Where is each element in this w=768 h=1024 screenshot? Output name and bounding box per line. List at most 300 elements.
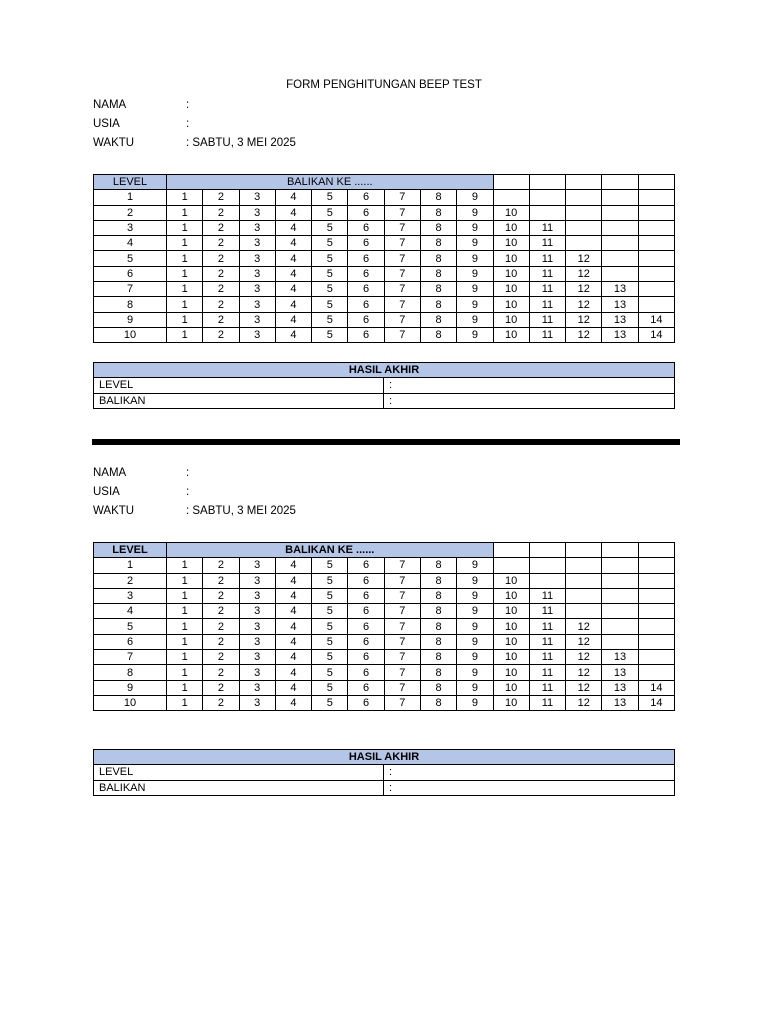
balikan-cell[interactable]: 6 <box>348 251 384 266</box>
balikan-cell[interactable]: 10 <box>493 251 529 266</box>
balikan-cell[interactable]: 3 <box>239 634 275 649</box>
empty-header-cell <box>566 175 602 190</box>
balikan-cell[interactable]: 5 <box>312 312 348 327</box>
balikan-cell[interactable]: 1 <box>167 680 203 695</box>
balikan-cell[interactable]: 8 <box>420 588 456 603</box>
result-header-row <box>94 750 675 765</box>
balikan-cell[interactable] <box>566 573 602 588</box>
balikan-cell[interactable]: 7 <box>384 558 420 573</box>
balikan-cell[interactable]: 3 <box>239 266 275 281</box>
balikan-cell[interactable]: 5 <box>312 650 348 665</box>
beep-test-table-1 <box>93 174 675 343</box>
balikan-cell[interactable]: 7 <box>384 312 420 327</box>
balikan-cell[interactable]: 8 <box>420 619 456 634</box>
balikan-cell[interactable]: 10 <box>493 665 529 680</box>
balikan-cell[interactable]: 11 <box>529 680 565 695</box>
balikan-cell[interactable]: 11 <box>529 312 565 327</box>
balikan-cell[interactable]: 5 <box>312 665 348 680</box>
balikan-cell[interactable] <box>493 190 529 205</box>
balikan-cell[interactable]: 12 <box>566 297 602 312</box>
balikan-cell[interactable]: 10 <box>493 695 529 710</box>
balikan-cell[interactable]: 1 <box>167 297 203 312</box>
balikan-cell[interactable]: 8 <box>420 695 456 710</box>
balikan-cell[interactable]: 6 <box>348 297 384 312</box>
balikan-cell[interactable]: 10 <box>493 604 529 619</box>
balikan-cell[interactable]: 10 <box>493 220 529 235</box>
balikan-cell[interactable] <box>566 220 602 235</box>
balikan-cell[interactable] <box>602 604 638 619</box>
balikan-cell[interactable]: 3 <box>239 680 275 695</box>
balikan-cell[interactable]: 7 <box>384 634 420 649</box>
balikan-cell[interactable] <box>566 236 602 251</box>
balikan-cell[interactable] <box>638 266 674 281</box>
balikan-cell[interactable]: 9 <box>457 619 493 634</box>
balikan-cell[interactable]: 1 <box>167 205 203 220</box>
balikan-cell[interactable]: 6 <box>348 573 384 588</box>
balikan-cell[interactable]: 3 <box>239 190 275 205</box>
balikan-cell[interactable]: 8 <box>420 558 456 573</box>
balikan-cell[interactable]: 9 <box>457 680 493 695</box>
balikan-cell[interactable]: 8 <box>420 282 456 297</box>
balikan-cell[interactable]: 7 <box>384 220 420 235</box>
balikan-cell[interactable]: 7 <box>384 619 420 634</box>
balikan-cell[interactable]: 3 <box>239 650 275 665</box>
balikan-cell[interactable]: 2 <box>203 558 239 573</box>
balikan-cell[interactable]: 11 <box>529 297 565 312</box>
balikan-cell[interactable]: 7 <box>384 190 420 205</box>
balikan-cell[interactable]: 8 <box>420 312 456 327</box>
balikan-cell[interactable]: 8 <box>420 220 456 235</box>
balikan-cell[interactable]: 7 <box>384 251 420 266</box>
balikan-cell[interactable] <box>529 190 565 205</box>
balikan-cell[interactable]: 5 <box>312 282 348 297</box>
balikan-cell[interactable]: 9 <box>457 251 493 266</box>
balikan-cell[interactable] <box>638 190 674 205</box>
balikan-cell[interactable]: 4 <box>275 205 311 220</box>
balikan-cell[interactable]: 2 <box>203 251 239 266</box>
balikan-cell[interactable]: 4 <box>275 327 311 342</box>
balikan-cell[interactable]: 2 <box>203 266 239 281</box>
balikan-cell[interactable]: 10 <box>493 205 529 220</box>
balikan-cell[interactable]: 1 <box>167 695 203 710</box>
balikan-cell[interactable] <box>602 588 638 603</box>
balikan-cell[interactable] <box>602 251 638 266</box>
balikan-cell[interactable]: 1 <box>167 634 203 649</box>
balikan-cell[interactable]: 5 <box>312 266 348 281</box>
balikan-cell[interactable]: 1 <box>167 650 203 665</box>
balikan-cell[interactable]: 4 <box>275 220 311 235</box>
balikan-cell[interactable]: 14 <box>638 312 674 327</box>
balikan-cell[interactable] <box>566 558 602 573</box>
balikan-cell[interactable]: 9 <box>457 220 493 235</box>
balikan-cell[interactable] <box>638 665 674 680</box>
balikan-cell[interactable]: 4 <box>275 588 311 603</box>
empty-header-cell <box>602 543 638 558</box>
balikan-cell[interactable]: 6 <box>348 282 384 297</box>
balikan-cell[interactable]: 1 <box>167 251 203 266</box>
balikan-cell[interactable]: 10 <box>493 266 529 281</box>
balikan-cell[interactable] <box>602 236 638 251</box>
balikan-cell[interactable] <box>602 558 638 573</box>
balikan-cell[interactable] <box>638 282 674 297</box>
balikan-cell[interactable]: 7 <box>384 236 420 251</box>
balikan-cell[interactable] <box>638 619 674 634</box>
balikan-cell[interactable]: 1 <box>167 665 203 680</box>
balikan-cell[interactable]: 11 <box>529 650 565 665</box>
balikan-cell[interactable]: 3 <box>239 558 275 573</box>
balikan-cell[interactable] <box>529 558 565 573</box>
balikan-cell[interactable]: 5 <box>312 588 348 603</box>
balikan-cell[interactable]: 5 <box>312 190 348 205</box>
balikan-cell[interactable] <box>638 634 674 649</box>
balikan-cell[interactable] <box>566 604 602 619</box>
balikan-cell[interactable]: 3 <box>239 251 275 266</box>
balikan-cell[interactable]: 10 <box>493 680 529 695</box>
balikan-cell[interactable]: 7 <box>384 282 420 297</box>
balikan-cell[interactable] <box>529 205 565 220</box>
balikan-cell[interactable]: 2 <box>203 327 239 342</box>
balikan-cell[interactable]: 4 <box>275 619 311 634</box>
balikan-cell[interactable]: 7 <box>384 650 420 665</box>
balikan-cell[interactable]: 13 <box>602 327 638 342</box>
balikan-cell[interactable]: 9 <box>457 190 493 205</box>
balikan-cell[interactable]: 3 <box>239 327 275 342</box>
balikan-cell[interactable]: 2 <box>203 619 239 634</box>
balikan-cell[interactable]: 9 <box>457 558 493 573</box>
balikan-cell[interactable]: 9 <box>457 236 493 251</box>
balikan-cell[interactable]: 13 <box>602 695 638 710</box>
balikan-cell[interactable]: 3 <box>239 297 275 312</box>
balikan-cell[interactable]: 5 <box>312 680 348 695</box>
balikan-cell[interactable]: 12 <box>566 665 602 680</box>
balikan-cell[interactable]: 10 <box>493 312 529 327</box>
balikan-cell[interactable] <box>638 251 674 266</box>
balikan-cell[interactable]: 1 <box>167 236 203 251</box>
balikan-cell[interactable]: 7 <box>384 205 420 220</box>
balikan-cell[interactable]: 4 <box>275 695 311 710</box>
balikan-cell[interactable]: 2 <box>203 205 239 220</box>
balikan-cell[interactable]: 3 <box>239 312 275 327</box>
balikan-cell[interactable] <box>638 297 674 312</box>
balikan-cell[interactable]: 10 <box>493 650 529 665</box>
balikan-cell[interactable]: 12 <box>566 634 602 649</box>
balikan-cell[interactable] <box>638 236 674 251</box>
balikan-cell[interactable]: 7 <box>384 588 420 603</box>
balikan-cell[interactable]: 4 <box>275 297 311 312</box>
balikan-cell[interactable]: 7 <box>384 604 420 619</box>
balikan-cell[interactable]: 4 <box>275 604 311 619</box>
balikan-cell[interactable]: 6 <box>348 190 384 205</box>
balikan-cell[interactable]: 6 <box>348 695 384 710</box>
balikan-cell[interactable]: 4 <box>275 190 311 205</box>
balikan-cell[interactable]: 5 <box>312 327 348 342</box>
balikan-cell[interactable]: 2 <box>203 604 239 619</box>
level-cell: 6 <box>94 634 167 649</box>
balikan-cell[interactable]: 7 <box>384 665 420 680</box>
balikan-cell[interactable]: 2 <box>203 680 239 695</box>
balikan-cell[interactable]: 10 <box>493 236 529 251</box>
balikan-cell[interactable]: 9 <box>457 327 493 342</box>
balikan-cell[interactable]: 3 <box>239 588 275 603</box>
balikan-cell[interactable]: 2 <box>203 220 239 235</box>
balikan-cell[interactable]: 1 <box>167 327 203 342</box>
balikan-cell[interactable]: 1 <box>167 220 203 235</box>
balikan-cell[interactable] <box>566 190 602 205</box>
balikan-cell[interactable]: 5 <box>312 558 348 573</box>
balikan-cell[interactable]: 10 <box>493 573 529 588</box>
balikan-cell[interactable] <box>493 558 529 573</box>
balikan-cell[interactable]: 2 <box>203 190 239 205</box>
balikan-cell[interactable]: 3 <box>239 665 275 680</box>
table-row <box>94 205 675 220</box>
balikan-cell[interactable]: 5 <box>312 619 348 634</box>
balikan-cell[interactable]: 4 <box>275 665 311 680</box>
result-value[interactable]: : <box>384 378 675 393</box>
balikan-cell[interactable]: 10 <box>493 588 529 603</box>
balikan-cell[interactable]: 1 <box>167 312 203 327</box>
balikan-cell[interactable]: 10 <box>493 619 529 634</box>
balikan-cell[interactable]: 13 <box>602 665 638 680</box>
balikan-cell[interactable]: 13 <box>602 680 638 695</box>
balikan-cell[interactable]: 5 <box>312 634 348 649</box>
balikan-cell[interactable]: 12 <box>566 327 602 342</box>
balikan-cell[interactable]: 11 <box>529 604 565 619</box>
balikan-cell[interactable] <box>602 573 638 588</box>
level-cell: 7 <box>94 282 167 297</box>
balikan-cell[interactable]: 6 <box>348 665 384 680</box>
balikan-cell[interactable]: 6 <box>348 312 384 327</box>
balikan-cell[interactable]: 6 <box>348 205 384 220</box>
balikan-cell[interactable] <box>602 619 638 634</box>
balikan-cell[interactable]: 6 <box>348 650 384 665</box>
balikan-cell[interactable]: 11 <box>529 634 565 649</box>
balikan-cell[interactable]: 8 <box>420 251 456 266</box>
balikan-cell[interactable]: 8 <box>420 297 456 312</box>
balikan-cell[interactable]: 1 <box>167 588 203 603</box>
balikan-cell[interactable] <box>602 634 638 649</box>
balikan-cell[interactable]: 7 <box>384 695 420 710</box>
balikan-cell[interactable]: 8 <box>420 236 456 251</box>
balikan-cell[interactable] <box>638 558 674 573</box>
balikan-cell[interactable]: 9 <box>457 650 493 665</box>
balikan-cell[interactable]: 3 <box>239 573 275 588</box>
balikan-cell[interactable]: 1 <box>167 573 203 588</box>
balikan-cell[interactable]: 6 <box>348 558 384 573</box>
balikan-cell[interactable]: 12 <box>566 650 602 665</box>
balikan-cell[interactable]: 8 <box>420 650 456 665</box>
balikan-cell[interactable]: 12 <box>566 695 602 710</box>
balikan-cell[interactable]: 14 <box>638 327 674 342</box>
balikan-cell[interactable]: 3 <box>239 619 275 634</box>
balikan-cell[interactable]: 1 <box>167 619 203 634</box>
balikan-cell[interactable]: 13 <box>602 650 638 665</box>
balikan-cell[interactable]: 4 <box>275 251 311 266</box>
balikan-cell[interactable]: 6 <box>348 220 384 235</box>
balikan-cell[interactable]: 4 <box>275 282 311 297</box>
level-cell: 10 <box>94 695 167 710</box>
balikan-cell[interactable]: 13 <box>602 297 638 312</box>
balikan-cell[interactable]: 5 <box>312 205 348 220</box>
balikan-cell[interactable]: 8 <box>420 680 456 695</box>
balikan-cell[interactable]: 6 <box>348 680 384 695</box>
table-row <box>94 251 675 266</box>
empty-header-cell <box>493 543 529 558</box>
balikan-cell[interactable]: 1 <box>167 190 203 205</box>
balikan-cell[interactable]: 8 <box>420 266 456 281</box>
balikan-cell[interactable]: 3 <box>239 695 275 710</box>
balikan-cell[interactable]: 9 <box>457 312 493 327</box>
balikan-cell[interactable]: 5 <box>312 695 348 710</box>
balikan-cell[interactable]: 9 <box>457 205 493 220</box>
balikan-cell[interactable]: 12 <box>566 282 602 297</box>
balikan-cell[interactable]: 5 <box>312 220 348 235</box>
balikan-cell[interactable]: 8 <box>420 190 456 205</box>
balikan-cell[interactable]: 11 <box>529 236 565 251</box>
nama-value: : <box>186 467 190 479</box>
balikan-cell[interactable]: 14 <box>638 695 674 710</box>
balikan-cell[interactable]: 6 <box>348 236 384 251</box>
balikan-cell[interactable]: 7 <box>384 266 420 281</box>
balikan-cell[interactable]: 9 <box>457 282 493 297</box>
balikan-cell[interactable]: 3 <box>239 604 275 619</box>
balikan-cell[interactable]: 3 <box>239 220 275 235</box>
balikan-cell[interactable]: 9 <box>457 665 493 680</box>
balikan-cell[interactable]: 8 <box>420 205 456 220</box>
balikan-cell[interactable]: 4 <box>275 236 311 251</box>
balikan-cell[interactable]: 2 <box>203 634 239 649</box>
balikan-cell[interactable] <box>638 604 674 619</box>
balikan-cell[interactable]: 2 <box>203 312 239 327</box>
balikan-cell[interactable]: 11 <box>529 695 565 710</box>
balikan-cell[interactable]: 12 <box>566 266 602 281</box>
balikan-cell[interactable]: 1 <box>167 604 203 619</box>
balikan-cell[interactable]: 2 <box>203 665 239 680</box>
balikan-cell[interactable] <box>566 205 602 220</box>
balikan-cell[interactable] <box>602 205 638 220</box>
balikan-cell[interactable]: 11 <box>529 665 565 680</box>
balikan-cell[interactable]: 8 <box>420 327 456 342</box>
balikan-cell[interactable]: 4 <box>275 558 311 573</box>
balikan-cell[interactable] <box>566 588 602 603</box>
balikan-cell[interactable]: 11 <box>529 619 565 634</box>
balikan-cell[interactable]: 4 <box>275 650 311 665</box>
balikan-cell[interactable]: 6 <box>348 604 384 619</box>
balikan-cell[interactable]: 1 <box>167 282 203 297</box>
balikan-cell[interactable]: 4 <box>275 634 311 649</box>
balikan-cell[interactable]: 3 <box>239 236 275 251</box>
balikan-cell[interactable]: 4 <box>275 312 311 327</box>
beep-test-table-2 <box>93 542 675 711</box>
balikan-cell[interactable]: 11 <box>529 282 565 297</box>
balikan-cell[interactable]: 1 <box>167 266 203 281</box>
balikan-cell[interactable]: 6 <box>348 327 384 342</box>
balikan-cell[interactable]: 12 <box>566 680 602 695</box>
balikan-cell[interactable]: 11 <box>529 251 565 266</box>
balikan-cell[interactable]: 2 <box>203 695 239 710</box>
balikan-cell[interactable]: 5 <box>312 573 348 588</box>
balikan-cell[interactable]: 5 <box>312 236 348 251</box>
result-row <box>94 393 675 408</box>
balikan-cell[interactable]: 5 <box>312 604 348 619</box>
balikan-cell[interactable]: 10 <box>493 282 529 297</box>
balikan-cell[interactable]: 2 <box>203 297 239 312</box>
balikan-cell[interactable]: 2 <box>203 573 239 588</box>
balikan-cell[interactable] <box>638 650 674 665</box>
balikan-cell[interactable]: 6 <box>348 634 384 649</box>
balikan-cell[interactable]: 1 <box>167 558 203 573</box>
balikan-cell[interactable]: 7 <box>384 573 420 588</box>
result-value[interactable]: : <box>384 765 675 780</box>
balikan-cell[interactable]: 2 <box>203 236 239 251</box>
balikan-cell[interactable]: 8 <box>420 604 456 619</box>
balikan-cell[interactable] <box>638 220 674 235</box>
balikan-cell[interactable]: 13 <box>602 312 638 327</box>
balikan-cell[interactable]: 6 <box>348 588 384 603</box>
balikan-cell[interactable]: 11 <box>529 588 565 603</box>
level-column-header: LEVEL <box>94 175 167 190</box>
table-row <box>94 266 675 281</box>
balikan-cell[interactable]: 12 <box>566 251 602 266</box>
balikan-cell[interactable]: 6 <box>348 619 384 634</box>
balikan-cell[interactable]: 9 <box>457 634 493 649</box>
balikan-cell[interactable]: 14 <box>638 680 674 695</box>
balikan-cell[interactable]: 4 <box>275 573 311 588</box>
balikan-cell[interactable]: 11 <box>529 327 565 342</box>
result-value[interactable]: : <box>384 393 675 408</box>
balikan-cell[interactable]: 5 <box>312 297 348 312</box>
balikan-cell[interactable]: 9 <box>457 266 493 281</box>
balikan-cell[interactable]: 9 <box>457 695 493 710</box>
balikan-cell[interactable]: 9 <box>457 297 493 312</box>
balikan-cell[interactable] <box>602 266 638 281</box>
balikan-cell[interactable] <box>638 573 674 588</box>
balikan-cell[interactable]: 9 <box>457 573 493 588</box>
balikan-cell[interactable]: 9 <box>457 604 493 619</box>
balikan-cell[interactable]: 3 <box>239 205 275 220</box>
balikan-cell[interactable]: 7 <box>384 297 420 312</box>
balikan-cell[interactable]: 12 <box>566 619 602 634</box>
balikan-cell[interactable]: 10 <box>493 297 529 312</box>
balikan-cell[interactable]: 8 <box>420 634 456 649</box>
balikan-cell[interactable]: 3 <box>239 282 275 297</box>
balikan-cell[interactable]: 7 <box>384 680 420 695</box>
balikan-cell[interactable] <box>638 588 674 603</box>
balikan-cell[interactable]: 4 <box>275 266 311 281</box>
balikan-cell[interactable] <box>529 573 565 588</box>
balikan-cell[interactable]: 4 <box>275 680 311 695</box>
balikan-cell[interactable]: 8 <box>420 665 456 680</box>
balikan-cell[interactable]: 10 <box>493 327 529 342</box>
balikan-cell[interactable]: 6 <box>348 266 384 281</box>
balikan-cell[interactable]: 7 <box>384 327 420 342</box>
balikan-cell[interactable]: 5 <box>312 251 348 266</box>
balikan-cell[interactable]: 11 <box>529 266 565 281</box>
balikan-cell[interactable]: 2 <box>203 588 239 603</box>
balikan-cell[interactable]: 2 <box>203 650 239 665</box>
balikan-cell[interactable] <box>638 205 674 220</box>
balikan-cell[interactable] <box>602 190 638 205</box>
balikan-cell[interactable] <box>602 220 638 235</box>
balikan-cell[interactable]: 10 <box>493 634 529 649</box>
result-value[interactable]: : <box>384 780 675 795</box>
balikan-cell[interactable]: 8 <box>420 573 456 588</box>
balikan-cell[interactable]: 12 <box>566 312 602 327</box>
balikan-cell[interactable]: 9 <box>457 588 493 603</box>
balikan-cell[interactable]: 13 <box>602 282 638 297</box>
balikan-cell[interactable]: 2 <box>203 282 239 297</box>
balikan-cell[interactable]: 11 <box>529 220 565 235</box>
table-row <box>94 650 675 665</box>
